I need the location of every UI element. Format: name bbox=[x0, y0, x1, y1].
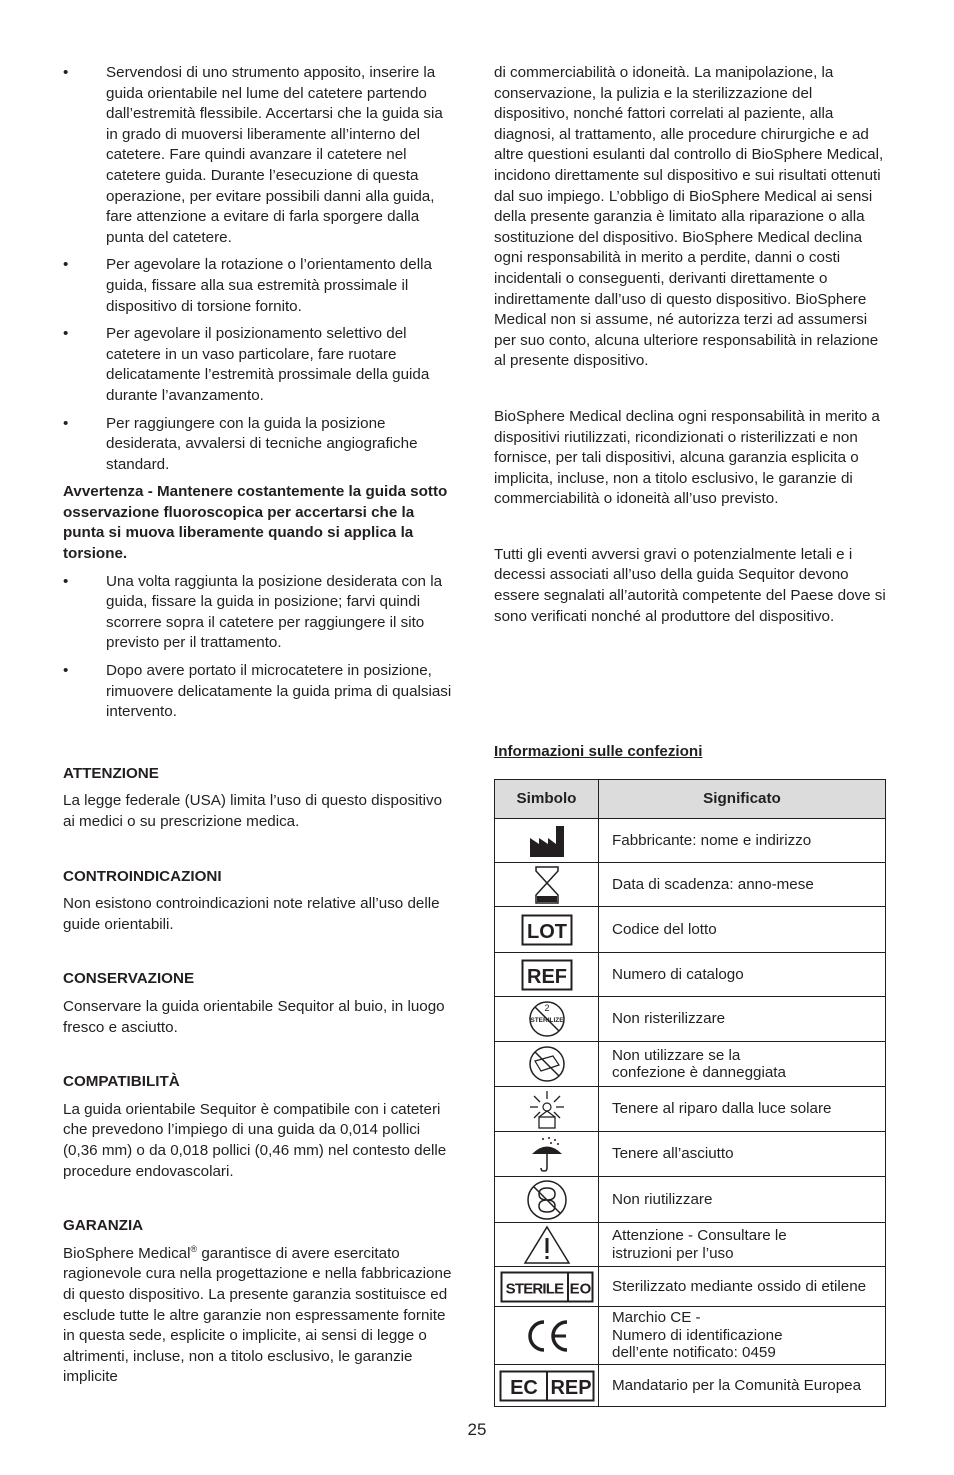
hourglass-expiry-icon bbox=[534, 865, 560, 905]
left-column bbox=[63, 63, 455, 1388]
header-symbol: Simbolo bbox=[495, 780, 599, 819]
table-cell-meaning: Codice del lotto bbox=[599, 907, 886, 953]
bullet-list-2 bbox=[63, 572, 455, 723]
table-cell-meaning: Marchio CE - Numero di identificazione dell’ente notificato: 0459 bbox=[599, 1307, 886, 1365]
adverse-events-paragraph: Tutti gli eventi avversi gravi o potenzialmente letali e i decessi associati all’uso della guida Sequitor devono essere segnalati all’autorità competente del Paese dove si sono verificati nonché al produttore del dispositivo. bbox=[494, 545, 886, 625]
garanzia-brand: BioSphere Medical bbox=[63, 1244, 191, 1262]
eo-label: EO bbox=[569, 1280, 591, 1297]
sterilize-label: STERILIZE bbox=[529, 1017, 564, 1024]
table-cell-meaning: Non utilizzare se la confezione è danneggiata bbox=[599, 1042, 886, 1087]
bullet-marker: • bbox=[63, 325, 69, 343]
sterile-eo-icon bbox=[500, 1271, 594, 1303]
attenzione-heading: ATTENZIONE bbox=[63, 764, 159, 782]
reuse-disclaimer-paragraph: BioSphere Medical declina ogni responsabilità in merito a dispositivi riutilizzati, ricondizionati o risterilizzati e non fornisce, per tali dispositivi, alcuna garanzia esplicita o implicita, incluse, non a titolo esclusivo, le garanzie di commerciabilità o idoneità all’uso previsto. bbox=[494, 407, 880, 508]
manufacturer-icon bbox=[528, 824, 566, 858]
ec-label: EC bbox=[509, 1376, 538, 1399]
table-row bbox=[495, 997, 886, 1042]
list-item-text: Per agevolare il posizionamento selettivo del catetere in un vaso particolare, fare ruotare delicatamente l’estremità prossimale della guida durante l’avanzamento. bbox=[106, 325, 430, 404]
keep-dry-umbrella-icon bbox=[529, 1135, 565, 1173]
list-item bbox=[63, 255, 455, 317]
table-cell-meaning: Fabbricante: nome e indirizzo bbox=[599, 819, 886, 863]
table-row bbox=[495, 1267, 886, 1307]
do-not-resterilize-icon bbox=[526, 1000, 568, 1038]
controindicazioni-heading: CONTROINDICAZIONI bbox=[63, 867, 222, 885]
table-cell-meaning: Data di scadenza: anno-mese bbox=[599, 863, 886, 907]
table-cell-meaning: Non riutilizzare bbox=[599, 1177, 886, 1223]
lot-label: LOT bbox=[526, 920, 567, 943]
symbols-table bbox=[494, 779, 886, 1407]
list-item bbox=[63, 572, 455, 654]
sterile-label: STERILE bbox=[505, 1280, 563, 1297]
rep-label: REP bbox=[549, 1376, 592, 1399]
bullet-marker: • bbox=[63, 256, 69, 274]
bullet-marker: • bbox=[63, 572, 69, 590]
garanzia-heading: GARANZIA bbox=[63, 1217, 144, 1235]
table-row bbox=[495, 1177, 886, 1223]
compatibilita-text: La guida orientabile Sequitor è compatibile con i cateteri che prevedono l’impiego di una guida da 0,014 pollici (0,36 mm) o da 0,018 pollici (0,46 mm) nel contesto delle procedure endovascolari. bbox=[63, 1100, 447, 1180]
lot-icon bbox=[521, 914, 573, 946]
garanzia-text bbox=[63, 1244, 455, 1388]
controindicazioni-text: Non esistono controindicazioni note relative all’uso delle guide orientabili. bbox=[63, 895, 440, 933]
table-row bbox=[495, 819, 886, 863]
list-item bbox=[63, 414, 455, 476]
registered-mark: ® bbox=[190, 1243, 198, 1254]
table-row bbox=[495, 863, 886, 907]
bullet-marker: • bbox=[63, 64, 69, 81]
table-row bbox=[495, 907, 886, 953]
conservazione-text: Conservare la guida orientabile Sequitor al buio, in luogo fresco e asciutto. bbox=[63, 997, 445, 1036]
list-item bbox=[63, 661, 455, 723]
table-row bbox=[495, 1307, 886, 1365]
compatibilita-heading: COMPATIBILITÀ bbox=[63, 1073, 180, 1091]
table-row bbox=[495, 1132, 886, 1177]
table-cell-meaning: Non risterilizzare bbox=[599, 997, 886, 1042]
table-row bbox=[495, 1087, 886, 1132]
table-cell-meaning: Numero di catalogo bbox=[599, 953, 886, 997]
svg-text:2: 2 bbox=[543, 1003, 550, 1013]
keep-away-sunlight-icon bbox=[526, 1089, 568, 1129]
caution-triangle-icon bbox=[523, 1225, 571, 1265]
ce-mark-icon bbox=[523, 1318, 571, 1354]
conservazione-heading: CONSERVAZIONE bbox=[63, 970, 195, 988]
ec-rep-icon bbox=[499, 1370, 595, 1402]
garanzia-body: garantisce di avere esercitato ragionevole cura nella progettazione e nella fabbricazione di questo dispositivo. La presente garanzia sostituisce ed esclude tutte le altre garanzie non espressamente fornite in questa sede, esplicite o implicite, ai sensi di legge o altrimenti, incluse, non a titolo esclusivo, le garanzie implicite bbox=[63, 1244, 452, 1386]
warranty-continued-paragraph: di commerciabilità o idoneità. La manipolazione, la conservazione, la pulizia e la sterilizzazione del dispositivo, nonché fattori correlati al paziente, alla diagnosi, al trattamento, alle procedure chirurgiche e ad altre questioni esulanti dal controllo di BioSphere Medical, incidono direttamente sul dispositivo e sui risultati ottenuti dal suo impiego. L’obbligo di BioSphere Medical ai sensi della presente garanzia è limitato alla riparazione o alla sostituzione del dispositivo. BioSphere Medical declina ogni responsabilità in merito a perdite, danni o costi incidentali o conseguenti, derivanti direttamente o indirettamente dall’uso di questo dispositivo. BioSphere Medical non si assume, né autorizza terzi ad assumersi per suo conto, alcuna ulteriore responsabilità in relazione al presente dispositivo. bbox=[494, 64, 884, 370]
list-item-text: Una volta raggiunta la posizione desiderata con la guida, fissare la guida in posizione; farvi quindi scorrere sopra il catetere per raggiungere il sito previsto per il trattamento. bbox=[106, 572, 443, 652]
packaging-info-title: Informazioni sulle confezioni bbox=[494, 743, 703, 760]
table-row bbox=[495, 1042, 886, 1087]
damaged-package-icon bbox=[526, 1045, 568, 1083]
table-cell-meaning: Tenere all’asciutto bbox=[599, 1132, 886, 1177]
page-number: 25 bbox=[467, 1420, 487, 1439]
table-cell-meaning: Mandatario per la Comunità Europea bbox=[599, 1365, 886, 1407]
list-item-text: Per raggiungere con la guida la posizione desiderata, avvalersi di tecniche angiografiche standard. bbox=[106, 414, 418, 473]
table-header-row bbox=[495, 780, 886, 819]
table-cell-meaning: Sterilizzato mediante ossido di etilene bbox=[599, 1267, 886, 1307]
table-cell-meaning: Attenzione - Consultare le istruzioni per l’uso bbox=[599, 1223, 886, 1267]
warning-text: Avvertenza - Mantenere costantemente la guida sotto osservazione fluoroscopica per accertarsi che la punta si muova liberamente quando si applica la torsione. bbox=[63, 483, 448, 563]
list-item-text: Servendosi di uno strumento apposito, inserire la guida orientabile nel lume del catetere partendo dall’estremità flessibile. Accertarsi che la guida sia in grado di muoversi liberamente all’interno del catetere. Fare quindi avanzare il catetere nel catetere guida. Durante l’esecuzione di questa operazione, per evitare possibili danni alla guida, fare attenzione a evitare di farla sporgere dalla punta del catetere. bbox=[106, 64, 443, 246]
ref-label: REF bbox=[526, 965, 567, 988]
list-item-text: Dopo avere portato il microcatetere in posizione, rimuovere delicatamente la guida prima di qualsiasi intervento. bbox=[106, 662, 452, 721]
table-row bbox=[495, 1223, 886, 1267]
table-row bbox=[495, 1365, 886, 1407]
table-cell-meaning: Tenere al riparo dalla luce solare bbox=[599, 1087, 886, 1132]
table-row bbox=[495, 953, 886, 997]
header-meaning: Significato bbox=[599, 780, 886, 819]
bullet-marker: • bbox=[63, 662, 69, 680]
do-not-reuse-icon bbox=[525, 1179, 569, 1221]
list-item-text: Per agevolare la rotazione o l’orientamento della guida, fissare alla sua estremità prossimale il dispositivo di torsione fornito. bbox=[106, 256, 432, 315]
list-item bbox=[63, 63, 455, 248]
right-column bbox=[494, 63, 890, 627]
list-item bbox=[63, 324, 455, 406]
attenzione-text: La legge federale (USA) limita l’uso di questo dispositivo ai medici o su prescrizione medica. bbox=[63, 792, 443, 830]
bullet-list-1 bbox=[63, 63, 455, 475]
bullet-marker: • bbox=[63, 414, 69, 432]
ref-icon bbox=[521, 959, 573, 991]
